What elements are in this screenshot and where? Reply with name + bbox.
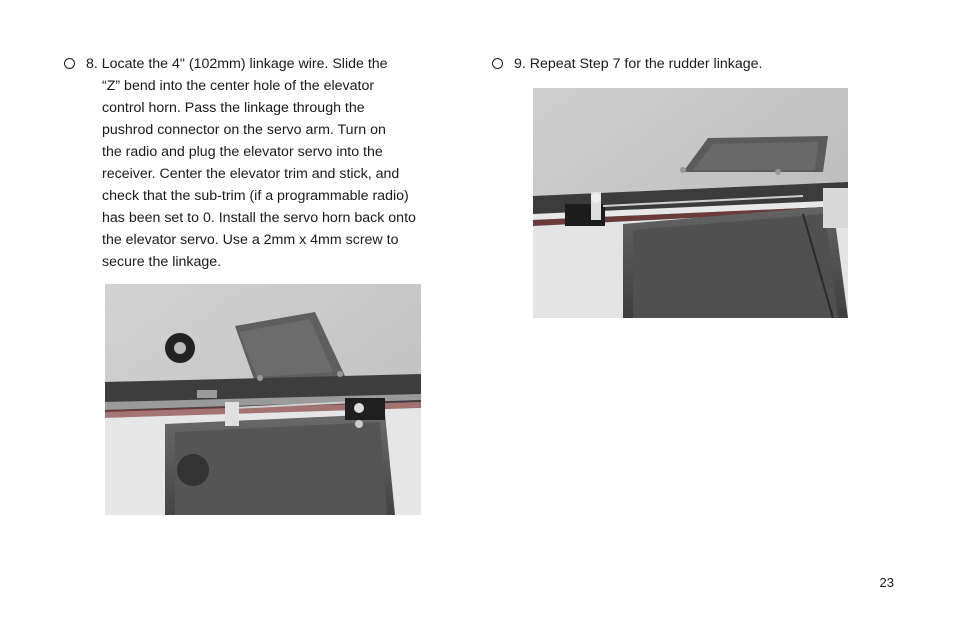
step-8-line: has been set to 0. Install the servo horn back onto bbox=[102, 210, 416, 226]
step-8-first-line: 8. Locate the 4" (102mm) linkage wire. Slide the bbox=[86, 56, 388, 72]
step-9 bbox=[492, 53, 892, 75]
step-8-line: check that the sub-trim (if a programmable radio) bbox=[102, 188, 409, 204]
step-8-line: control horn. Pass the linkage through the bbox=[102, 100, 365, 116]
step-8-line: the radio and plug the elevator servo into the bbox=[102, 144, 383, 160]
step-8-line: “Z” bend into the center hole of the elevator bbox=[102, 78, 375, 94]
step-8 bbox=[64, 53, 444, 273]
step-8-line: the elevator servo. Use a 2mm x 4mm screw to bbox=[102, 232, 399, 248]
step-8-line: pushrod connector on the servo arm. Turn on bbox=[102, 122, 386, 138]
elevator-linkage-photo bbox=[105, 284, 421, 515]
step-8-line: receiver. Center the elevator trim and stick, and bbox=[102, 166, 400, 182]
step-8-text bbox=[86, 53, 444, 273]
checkbox-icon[interactable] bbox=[64, 58, 75, 69]
checkbox-icon[interactable] bbox=[492, 58, 503, 69]
step-9-text bbox=[514, 53, 892, 75]
rudder-linkage-photo bbox=[533, 88, 848, 318]
page-number: 23 bbox=[879, 575, 894, 590]
step-8-line: secure the linkage. bbox=[102, 254, 222, 270]
step-9-first-line: 9. Repeat Step 7 for the rudder linkage. bbox=[514, 56, 763, 72]
